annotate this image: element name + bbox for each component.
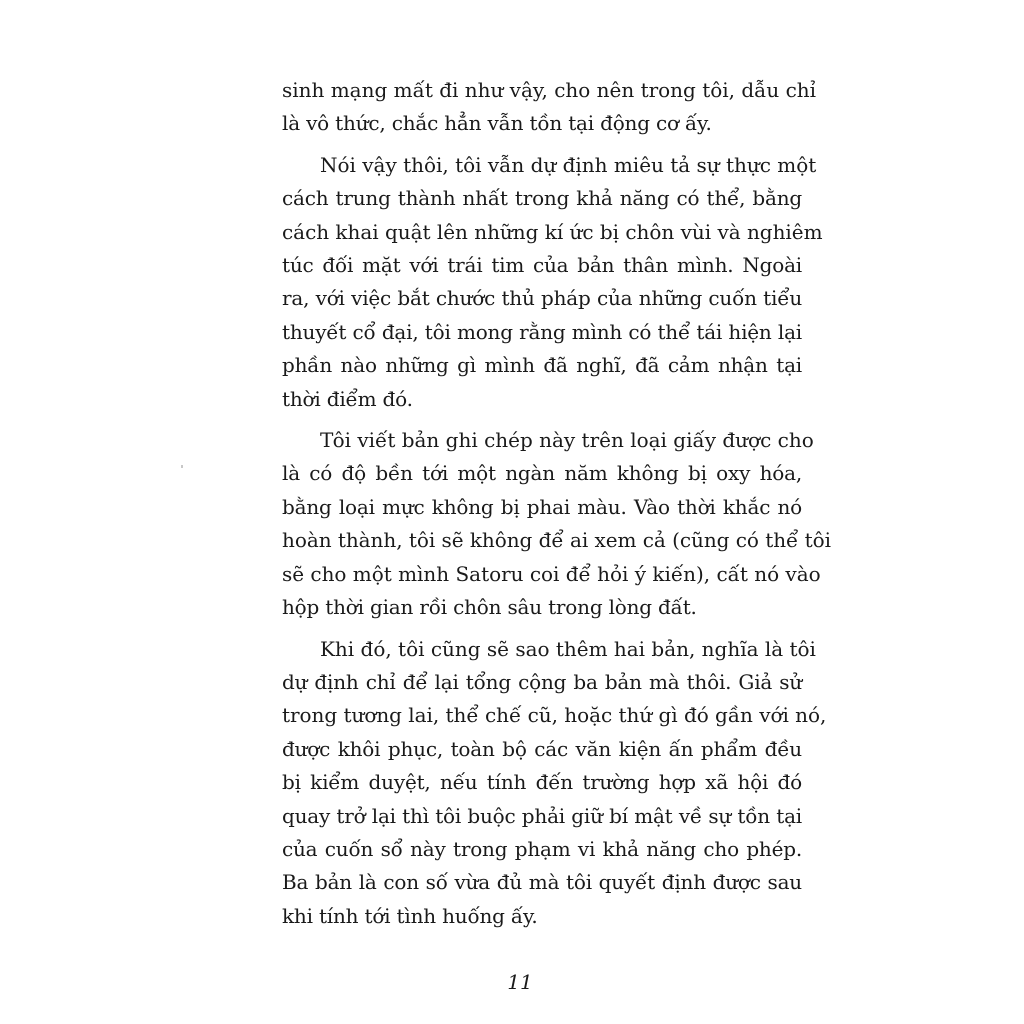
text-line: quay trở lại thì tôi buộc phải giữ bí mật về sự tồn tại (282, 803, 802, 828)
text-line: trong tương lai, thể chế cũ, hoặc thứ gì đó gần với nó, (282, 703, 827, 728)
paragraph-3 (282, 424, 831, 624)
text-line: cách khai quật lên những kí ức bị chôn vùi và nghiêm (282, 219, 823, 244)
text-line: thuyết cổ đại, tôi mong rằng mình có thể tái hiện lại (282, 319, 802, 344)
text-line: là có độ bền tới một ngàn năm không bị oxy hóa, (282, 461, 802, 486)
body-text (282, 74, 831, 933)
text-line: phần nào những gì mình đã nghĩ, đã cảm nhận tại (282, 353, 802, 378)
text-line: là vô thức, chắc hẳn vẫn tồn tại động cơ ấy. (282, 111, 712, 136)
text-line: Nói vậy thôi, tôi vẫn dự định miêu tả sự thực một (320, 152, 817, 177)
text-line: Khi đó, tôi cũng sẽ sao thêm hai bản, nghĩa là tôi (320, 636, 816, 661)
text-line: bằng loại mực không bị phai màu. Vào thời khắc nó (282, 494, 802, 519)
text-line: sẽ cho một mình Satoru coi để hỏi ý kiến), cất nó vào (282, 561, 821, 586)
text-line: Tôi viết bản ghi chép này trên loại giấy được cho (320, 428, 814, 453)
text-line: được khôi phục, toàn bộ các văn kiện ấn phẩm đều (282, 736, 802, 761)
text-line: túc đối mặt với trái tim của bản thân mình. Ngoài (282, 253, 802, 278)
text-line: bị kiểm duyệt, nếu tính đến trường hợp xã hội đó (282, 770, 802, 795)
text-line: thời điểm đó. (282, 386, 413, 411)
page-number: 11 (507, 970, 533, 994)
text-line: Ba bản là con số vừa đủ mà tôi quyết định được sau (282, 870, 802, 895)
paragraph-2 (282, 149, 823, 416)
scan-speck (181, 465, 183, 468)
paragraph-1 (282, 74, 817, 141)
text-line: của cuốn sổ này trong phạm vi khả năng cho phép. (282, 836, 802, 861)
text-line: hoàn thành, tôi sẽ không để ai xem cả (cũng có thể tôi (282, 528, 831, 553)
text-line: khi tính tới tình huống ấy. (282, 903, 538, 928)
text-line: cách trung thành nhất trong khả năng có thể, bằng (282, 186, 802, 211)
text-line: ra, với việc bắt chước thủ pháp của những cuốn tiểu (282, 286, 802, 311)
text-line: hộp thời gian rồi chôn sâu trong lòng đất. (282, 595, 697, 620)
text-line: sinh mạng mất đi như vậy, cho nên trong tôi, dẫu chỉ (282, 78, 817, 102)
text-line: dự định chỉ để lại tổng cộng ba bản mà thôi. Giả sử (282, 669, 802, 694)
paragraph-4 (282, 633, 827, 934)
